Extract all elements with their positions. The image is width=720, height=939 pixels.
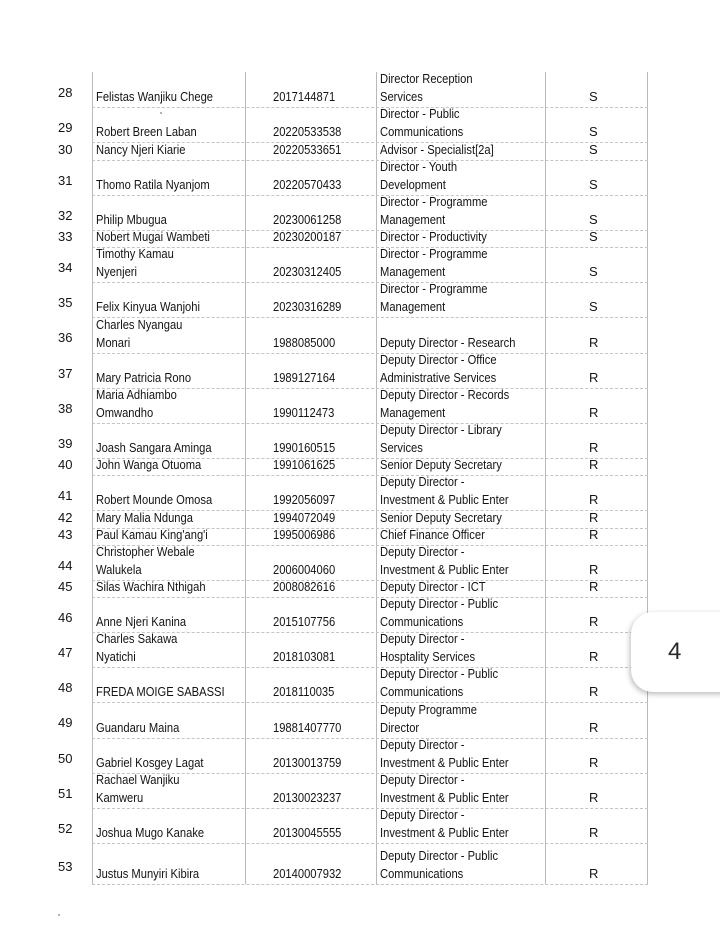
row-number: 41 [58,487,73,503]
designation: Deputy Director - Office [380,352,497,367]
designation: Services [380,439,423,455]
designation: Deputy Director - Public [380,848,499,863]
designation: Deputy Director - [380,772,465,787]
personal-number: 20130045555 [273,824,342,840]
employee-name: Gabriel Kosgey Lagat [96,754,204,770]
employee-name: Monari [96,334,131,350]
row-number: 47 [58,644,73,660]
job-grade: S [589,123,598,139]
designation: Services [380,88,423,104]
row-number: 43 [58,526,73,542]
row-number: 42 [58,509,73,525]
job-grade: R [589,683,599,699]
designation: Communications [380,683,464,699]
row-divider [92,423,648,424]
employee-name: Timothy Kamau [96,246,174,261]
designation: Deputy Director - [380,474,465,489]
job-grade: R [589,865,599,881]
employee-name: Nyatichi [96,648,136,664]
row-number: 50 [58,750,73,766]
row-number: 46 [58,609,73,625]
designation: Director - Programme [380,246,488,261]
job-grade: R [589,456,599,472]
designation: Deputy Director - [380,807,465,822]
row-divider [92,195,648,196]
personal-number: 2006004060 [273,561,336,577]
row-divider [92,475,648,476]
personal-number: 19881407770 [273,719,342,735]
row-divider [92,702,648,703]
job-grade: S [589,211,598,227]
table-border-left [92,72,93,884]
personal-number: 1992056097 [273,491,336,507]
row-number: 52 [58,820,73,836]
personal-number: 2018103081 [273,648,336,664]
row-number: 48 [58,679,73,695]
employee-name: Charles Nyangau [96,317,183,332]
personal-number: 1995006986 [273,526,336,542]
designation: Senior Deputy Secretary [380,509,502,525]
column-divider [245,72,246,884]
personal-number: 1989127164 [273,369,336,385]
job-grade: S [589,298,598,314]
employee-name: Joash Sangara Aminga [96,439,212,455]
job-grade: R [589,526,599,542]
designation: Investment & Public Enter [380,824,509,840]
employee-name: Walukela [96,561,142,577]
employee-name: Omwandho [96,404,154,420]
job-grade: S [589,176,598,192]
personal-number: 2018110035 [273,683,335,699]
job-grade: R [589,824,599,840]
personal-number: 20130013759 [273,754,342,770]
row-number: 49 [58,715,73,730]
designation: Deputy Director - ICT [380,578,486,594]
designation: Deputy Director - Public [380,666,499,681]
employee-name: Robert Mounde Omosa [96,491,213,507]
designation: Director [380,719,420,735]
employee-name: Robert Breen Laban [96,123,197,139]
row-number: 37 [58,365,73,381]
designation: Deputy Programme [380,702,477,717]
page-number: 4 [668,638,682,665]
row-divider [92,160,648,161]
designation: Deputy Director - [380,544,465,559]
row-divider [92,247,648,248]
designation: Deputy Director - Research [380,334,516,350]
designation: Communications [380,865,464,881]
designation: Deputy Director - [380,737,465,752]
row-number: 35 [58,294,73,310]
job-grade: R [589,491,599,507]
employee-name: Nyenjeri [96,263,138,279]
employee-name: John Wanga Otuoma [96,456,202,472]
job-grade: R [589,719,599,735]
employee-name: Nobert Mugai Wambeti [96,228,210,244]
designation: Deputy Director - [380,631,465,646]
designation: Communications [380,613,464,629]
job-grade: R [589,648,599,664]
employee-name: Joshua Mugo Kanake [96,824,205,840]
row-divider [92,667,648,668]
designation: Hosptality Services [380,648,476,664]
column-divider [376,72,377,884]
employee-name: Felistas Wanjiku Chege [96,88,214,104]
job-grade: R [589,369,599,385]
employee-name: Maria Adhiambo [96,387,177,402]
row-divider [92,738,648,739]
designation: Management [380,404,446,420]
employee-name: Justus Munyiri Kibira [96,865,200,881]
designation: Management [380,263,446,279]
employee-name: FREDA MOIGE SABASSI [96,683,225,699]
employee-name: Anne Njeri Kanina [96,613,187,629]
personal-number: 20230312405 [273,263,342,279]
personal-number: 20130023237 [273,789,342,805]
personal-number: 20220533651 [273,141,342,157]
job-grade: R [589,439,599,455]
job-grade: S [589,141,598,157]
employee-name: Kamweru [96,789,144,805]
row-number: 40 [58,456,73,472]
row-number: 34 [58,259,73,275]
row-number: 33 [58,228,73,244]
employee-name: Guandaru Maina [96,719,180,735]
designation: Deputy Director - Public [380,596,499,611]
row-divider [92,107,648,108]
row-number: 32 [58,207,73,223]
row-divider [92,282,648,283]
job-grade: S [589,88,598,104]
employee-name: Nancy Njeri Kiarie [96,141,186,157]
row-number: 45 [58,578,73,594]
row-number: 44 [58,557,73,573]
employee-name: Christopher Webale [96,544,195,559]
job-grade: R [589,509,599,525]
column-divider [545,72,546,884]
personal-number: 2015107756 [273,613,336,629]
personal-number: 20140007932 [273,865,342,881]
row-number: 51 [58,785,73,801]
row-divider [92,597,648,598]
job-grade: R [589,754,599,770]
employee-name: Paul Kamau King'ang'i [96,526,208,542]
designation: Investment & Public Enter [380,561,509,577]
job-grade: R [589,578,599,594]
personal-number: 1990112473 [273,404,335,420]
page-indicator[interactable] [631,612,720,692]
job-grade: R [589,561,599,577]
row-number: 30 [58,141,73,157]
scan-speck [160,112,162,114]
designation: Investment & Public Enter [380,491,509,507]
designation: Director - Productivity [380,228,487,244]
table-border-right [647,72,648,884]
personal-number: 1991061625 [273,456,336,472]
row-number: 31 [58,172,73,188]
employee-name: Felix Kinyua Wanjohi [96,298,200,314]
designation: Chief Finance Officer [380,526,485,542]
row-number: 38 [58,400,73,416]
designation: Advisor - Specialist[2a] [380,141,494,157]
personal-number: 2008082616 [273,578,336,594]
personal-number: 20230200187 [273,228,342,244]
designation: Deputy Director - Library [380,422,502,437]
designation: Investment & Public Enter [380,789,509,805]
row-number: 28 [58,84,73,100]
employee-name: Rachael Wanjiku [96,772,180,787]
personal-number: 20220533538 [273,123,342,139]
personal-number: 20230316289 [273,298,342,314]
personal-number: 1988085000 [273,334,336,350]
personal-number: 1994072049 [273,509,336,525]
personal-number: 1990160515 [273,439,336,455]
row-divider [92,884,648,885]
designation: Communications [380,123,464,139]
row-number: 29 [58,119,73,135]
row-number: 36 [58,330,73,345]
job-grade: R [589,613,599,629]
row-number: 53 [58,858,73,874]
row-number: 39 [58,435,73,451]
row-divider [92,808,648,809]
employee-name: Mary Patricia Rono [96,369,192,385]
designation: Director - Public [380,106,460,121]
designation: Management [380,298,446,314]
row-divider [92,843,648,844]
employee-name: Thomo Ratila Nyanjom [96,176,210,192]
job-grade: S [589,263,598,279]
designation: Investment & Public Enter [380,754,509,770]
employee-name: Mary Malia Ndunga [96,509,193,525]
personal-number: 20220570433 [273,176,342,192]
personal-number: 20230061258 [273,211,342,227]
designation: Director - Programme [380,281,488,296]
row-divider [92,353,648,354]
designation: Administrative Services [380,369,497,385]
scan-speck [58,914,60,916]
employee-name: Philip Mbugua [96,211,167,227]
designation: Development [380,176,446,192]
designation: Director Reception [380,71,473,86]
job-grade: R [589,404,599,420]
personal-number: 2017144871 [273,88,336,104]
designation: Deputy Director - Records [380,387,510,402]
designation: Director - Youth [380,159,458,174]
designation: Management [380,211,446,227]
job-grade: R [589,334,599,350]
employee-name: Silas Wachira Nthigah [96,578,206,594]
job-grade: R [589,789,599,805]
employee-name: Charles Sakawa [96,631,178,646]
designation: Director - Programme [380,194,488,209]
designation: Senior Deputy Secretary [380,456,502,472]
job-grade: S [589,228,598,244]
